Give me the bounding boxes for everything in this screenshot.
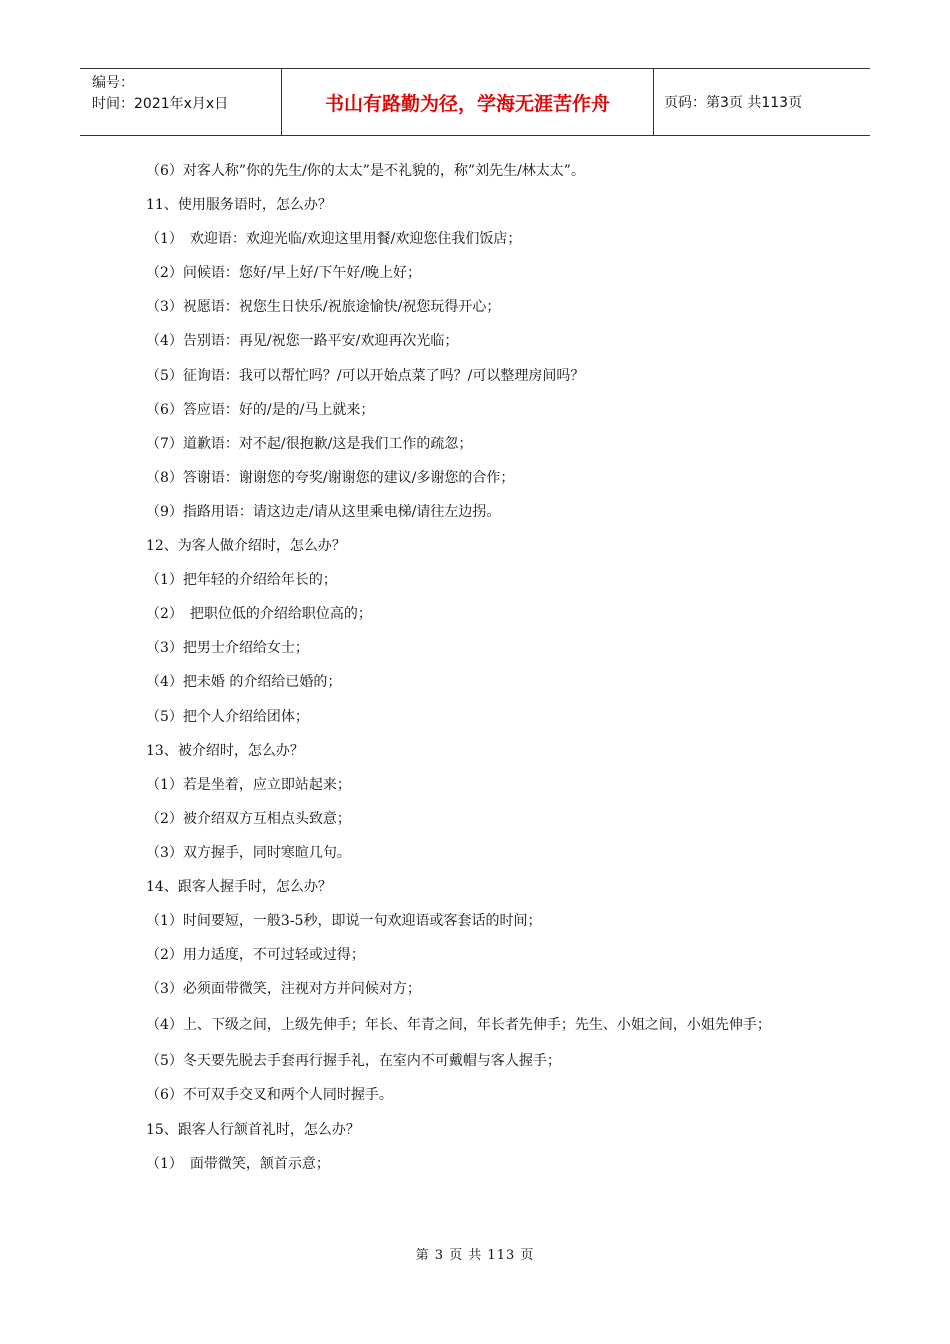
- text-line: （1） 欢迎语：欢迎光临/欢迎这里用餐/欢迎您住我们饭店；: [146, 231, 522, 248]
- text-line: （6）对客人称”你的先生/你的太太”是不礼貌的，称”刘先生/林太太”。: [146, 163, 585, 179]
- text-line: （1）若是坐着，应立即站起来；: [146, 776, 351, 793]
- text-line: （2）问候语：您好/早上好/下午好/晚上好；: [146, 265, 422, 282]
- text-line: （3）双方握手，同时寒暄几句。: [146, 844, 351, 861]
- text-line: （3）祝愿语：祝您生日快乐/祝旅途愉快/祝您玩得开心；: [146, 299, 501, 316]
- text-line: （5）冬天要先脱去手套再行握手礼，在室内不可戴帽与客人握手；: [146, 1053, 561, 1070]
- page-footer: 第 3 页 共 113 页: [415, 1248, 535, 1263]
- section-heading: 12、为客人做介绍时，怎么办？: [146, 538, 346, 555]
- section-heading: 13、被介绍时，怎么办？: [146, 742, 304, 759]
- text-line: （3）必须面带微笑，注视对方并问候对方；: [146, 981, 421, 998]
- text-line: （6）答应语：好的/是的/马上就来；: [146, 401, 375, 418]
- number-label: 编号：: [92, 75, 134, 91]
- text-line: （2）被介绍双方互相点头致意；: [146, 810, 351, 827]
- document-body: [146, 154, 816, 1181]
- page-header: [80, 68, 870, 136]
- text-line: （1） 面带微笑，颔首示意；: [146, 1155, 330, 1172]
- text-line: （4）把未婚 的介绍给已婚的；: [146, 674, 342, 691]
- text-line: （3）把男士介绍给女士；: [146, 640, 309, 657]
- header-slogan: 书山有路勤为径，学海无涯苦作舟: [282, 69, 654, 135]
- text-line: （6）不可双手交叉和两个人同时握手。: [146, 1087, 393, 1104]
- header-page-info: 页码：第3页 共113页: [664, 95, 803, 111]
- text-line: （1）时间要短，一般3-5秒，即说一句欢迎语或客套话的时间；: [146, 913, 542, 930]
- header-meta: [80, 69, 282, 135]
- text-line: （9）指路用语：请这边走/请从这里乘电梯/请往左边拐。: [146, 503, 501, 520]
- section-heading: 11、使用服务语时，怎么办？: [146, 197, 332, 214]
- text-line: （5）把个人介绍给团体；: [146, 708, 309, 725]
- section-heading: 15、跟客人行颔首礼时，怎么办？: [146, 1121, 360, 1138]
- text-line: （7）道歉语：对不起/很抱歉/这是我们工作的疏忽；: [146, 435, 473, 452]
- text-line: （1）把年轻的介绍给年长的；: [146, 572, 337, 589]
- text-line: （5）征询语：我可以帮忙吗？/可以开始点菜了吗？/可以整理房间吗？: [146, 367, 585, 384]
- text-line: （2）用力适度，不可过轻或过得；: [146, 947, 365, 964]
- text-line: （8）答谢语：谢谢您的夸奖/谢谢您的建议/多谢您的合作；: [146, 469, 515, 486]
- time-label: 时间：2021年x月x日: [92, 96, 229, 112]
- text-line-wrapped: （4）上、下级之间，上级先伸手；年长、年青之间，年长者先伸手；先生、小姐之间，小姐先伸手；: [146, 1017, 771, 1034]
- text-line: （4）告别语：再见/祝您一路平安/欢迎再次光临；: [146, 333, 459, 350]
- section-heading: 14、跟客人握手时，怎么办？: [146, 878, 332, 895]
- text-line: （2） 把职位低的介绍给职位高的；: [146, 606, 372, 623]
